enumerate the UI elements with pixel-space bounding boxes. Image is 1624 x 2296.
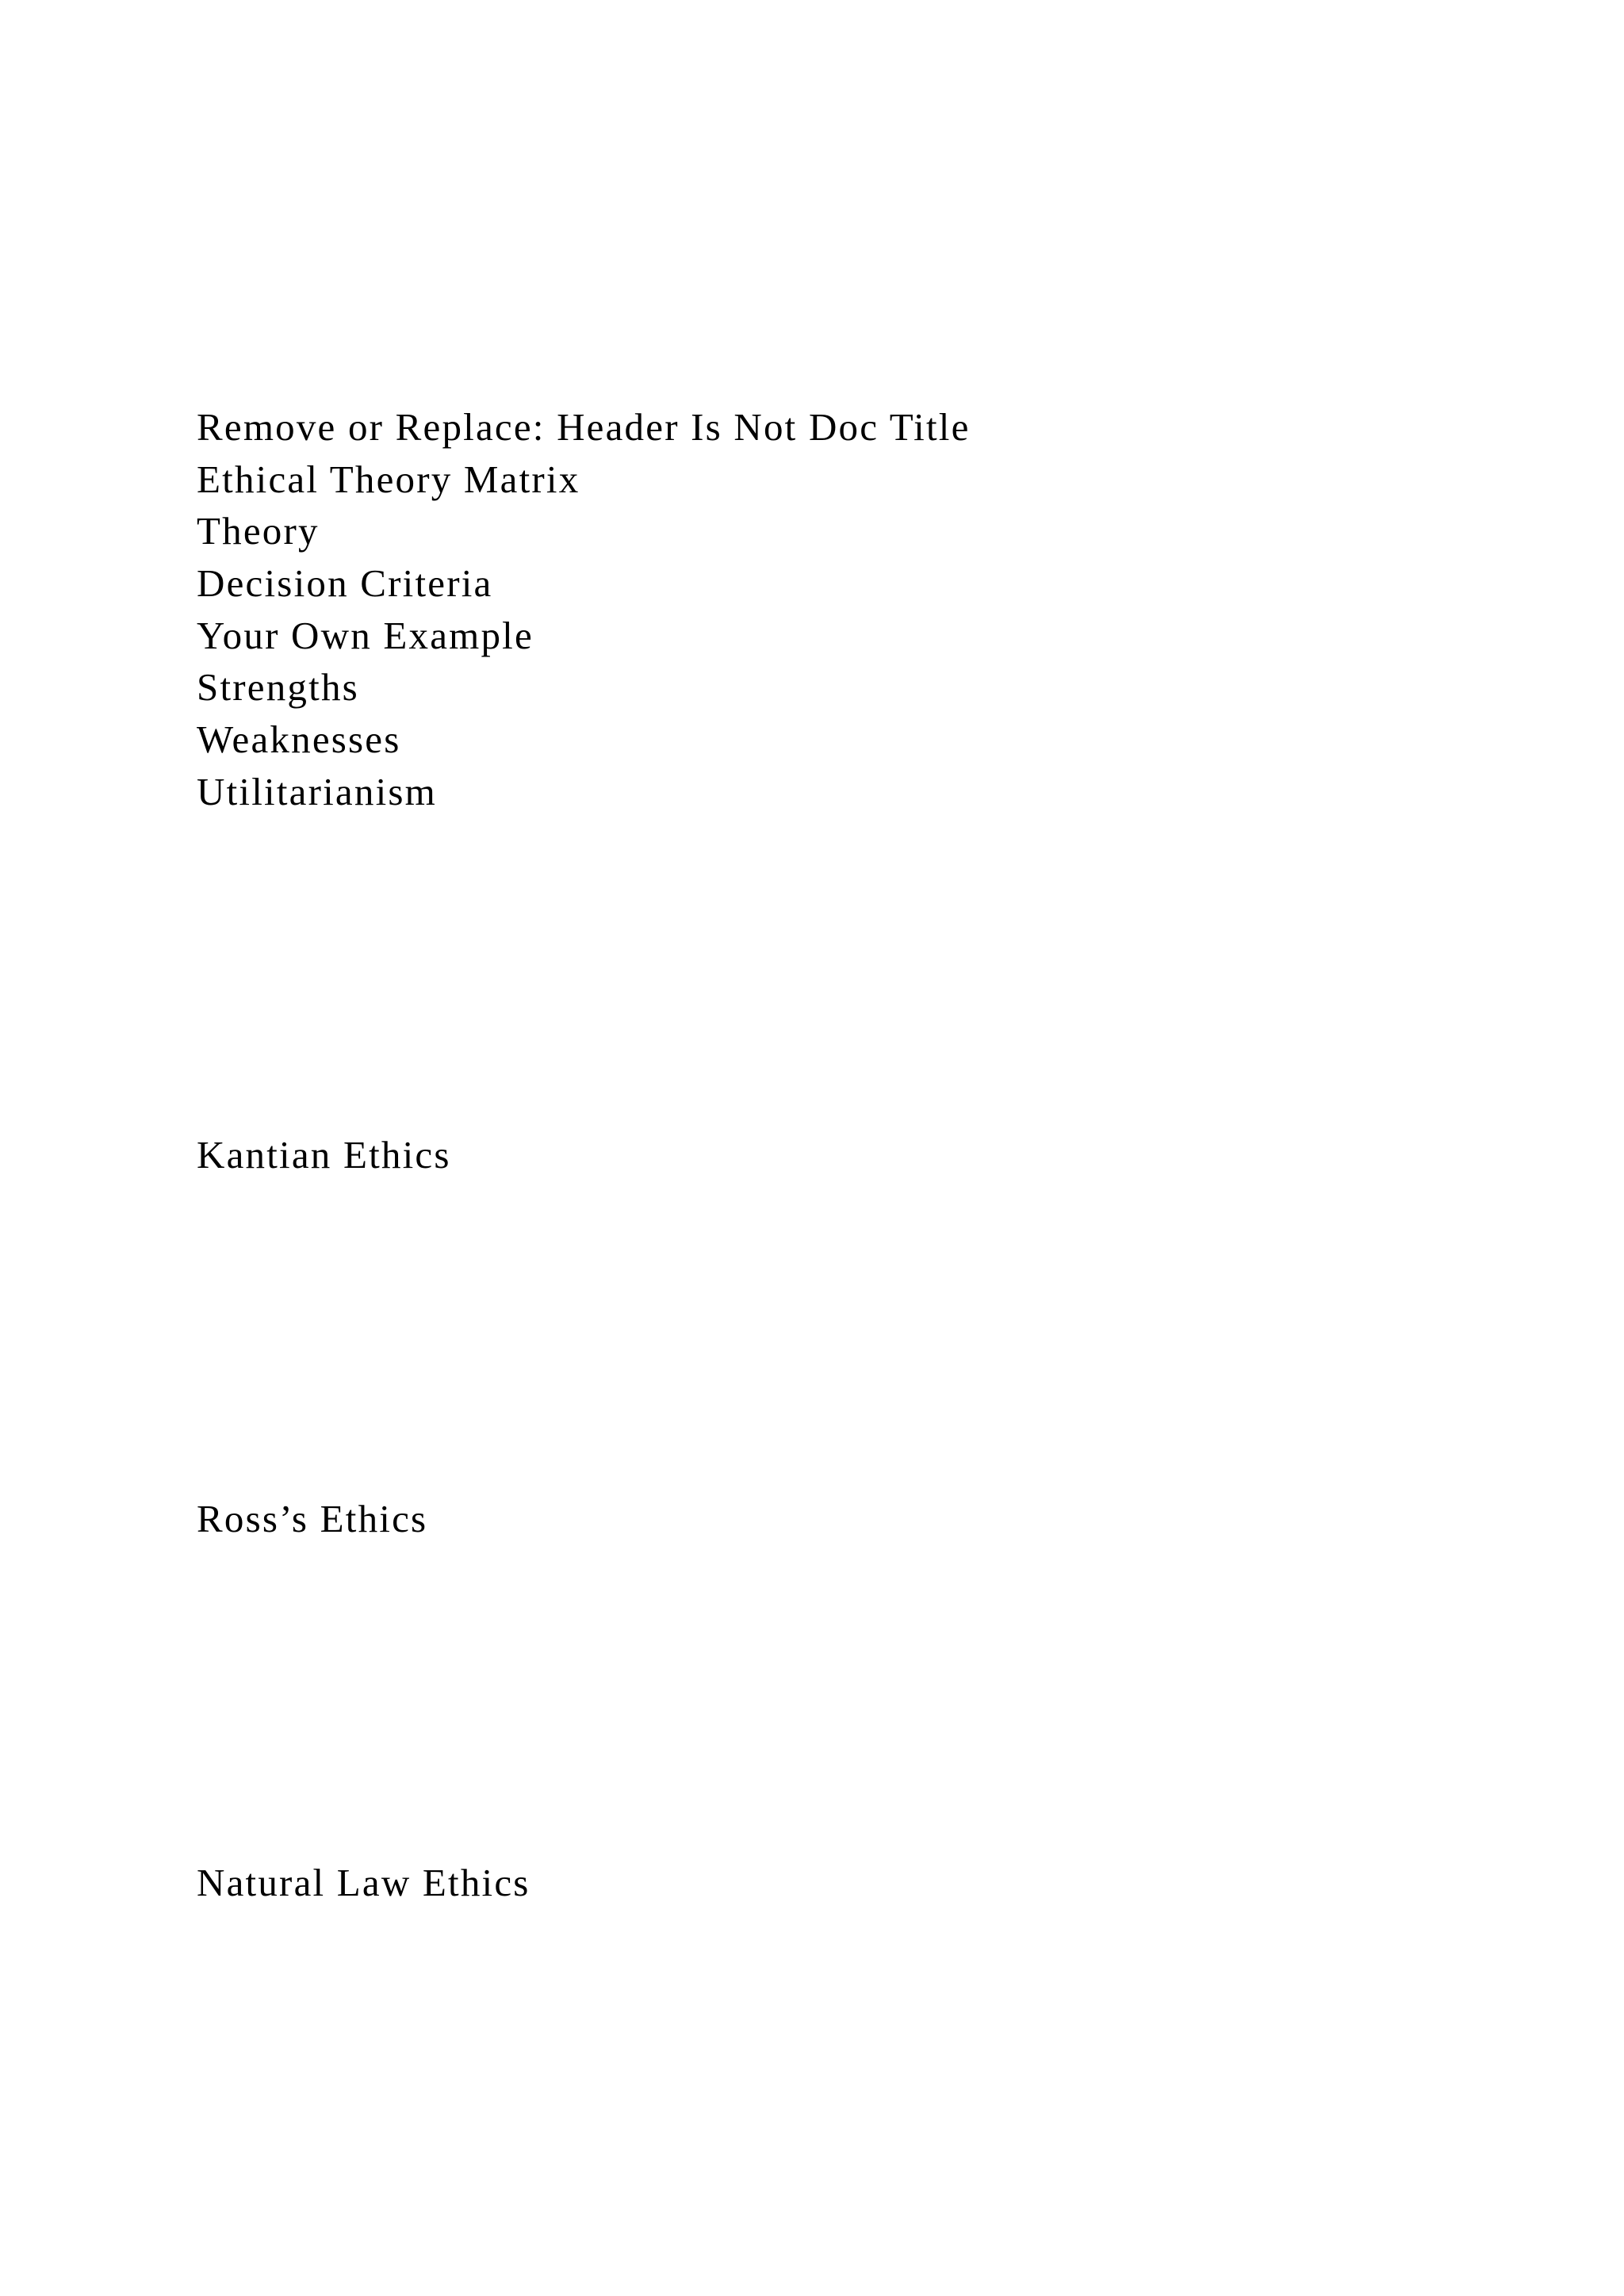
column-header-decision-criteria: Decision Criteria xyxy=(197,561,493,606)
column-header-theory: Theory xyxy=(197,509,320,553)
document-title: Ethical Theory Matrix xyxy=(197,457,580,501)
theory-natural-law-ethics: Natural Law Ethics xyxy=(197,1861,530,1904)
header-block xyxy=(197,405,971,825)
theory-kantian-ethics: Kantian Ethics xyxy=(197,1133,451,1177)
column-header-strengths: Strengths xyxy=(197,665,359,710)
header-placeholder-line: Remove or Replace: Header Is Not Doc Title xyxy=(197,405,971,449)
theory-utilitarianism: Utilitarianism xyxy=(197,769,437,813)
column-header-your-own-example: Your Own Example xyxy=(197,613,534,657)
column-header-weaknesses: Weaknesses xyxy=(197,718,401,762)
theory-ross-ethics: Ross’s Ethics xyxy=(197,1497,428,1540)
